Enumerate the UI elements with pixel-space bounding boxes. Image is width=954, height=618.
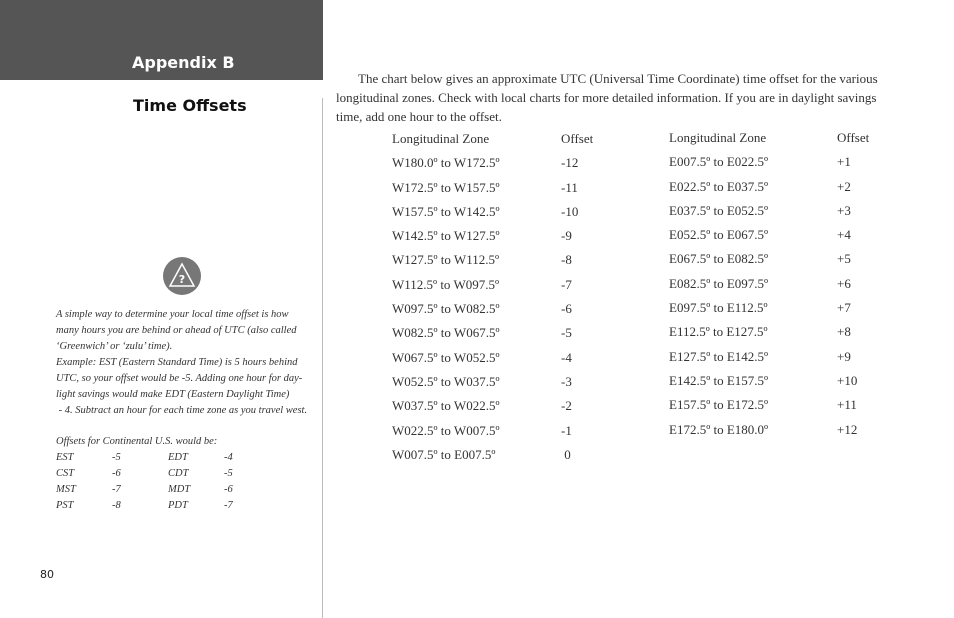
table-header-row bbox=[669, 130, 889, 154]
west-offset-table bbox=[392, 131, 612, 471]
table-row bbox=[669, 349, 889, 373]
table-row bbox=[392, 325, 612, 349]
offset-cell: -3 bbox=[561, 373, 572, 389]
table-row bbox=[669, 422, 889, 446]
table-row bbox=[669, 300, 889, 324]
offset-cell: -9 bbox=[561, 228, 572, 244]
help-icon bbox=[163, 257, 201, 295]
zone-cell: E007.5º to E022.5º bbox=[669, 154, 769, 170]
offset-cell: -10 bbox=[561, 203, 579, 219]
offset-cell: +2 bbox=[837, 178, 851, 194]
zone-cell: W172.5º to W157.5º bbox=[392, 179, 500, 195]
zone-cell: W157.5º to W142.5º bbox=[392, 203, 500, 219]
offset-cell: -11 bbox=[561, 179, 578, 195]
table-row bbox=[669, 179, 889, 203]
dst-zone: CDT bbox=[168, 468, 189, 479]
zone-cell: E172.5º to E180.0º bbox=[669, 421, 769, 437]
std-zone: PST bbox=[56, 500, 74, 511]
tip-line: - 4. Subtract an hour for each time zone as you travel west. bbox=[56, 405, 308, 416]
tip-line: A simple way to determine your local time offset is how bbox=[56, 309, 289, 320]
offset-cell: -6 bbox=[561, 301, 572, 317]
offset-cell: -5 bbox=[561, 325, 572, 341]
zone-header: Longitudinal Zone bbox=[669, 130, 767, 145]
zone-cell: E082.5º to E097.5º bbox=[669, 275, 769, 291]
table-row bbox=[392, 398, 612, 422]
us-offset-row bbox=[56, 482, 256, 498]
intro-paragraph: The chart below gives an approximate UTC (Universal Time Coordinate) time offset for the various longitudinal zones. Check with local charts for more detailed information. If you are in daylight savings time, add one hour to the offset. bbox=[336, 71, 878, 124]
tip-line: ‘Greenwich’ or ‘zulu’ time). bbox=[56, 341, 173, 352]
std-zone: MST bbox=[56, 484, 76, 495]
zone-cell: E037.5º to E052.5º bbox=[669, 202, 769, 218]
dst-offset: -4 bbox=[224, 452, 233, 463]
zone-cell: W022.5º to W007.5º bbox=[392, 422, 500, 438]
offset-header: Offset bbox=[837, 130, 870, 145]
offset-cell: -1 bbox=[561, 422, 572, 438]
zone-cell: W007.5º to E007.5º bbox=[392, 446, 496, 462]
table-row bbox=[669, 373, 889, 397]
table-row bbox=[392, 252, 612, 276]
zone-cell: E142.5º to E157.5º bbox=[669, 372, 769, 388]
offset-cell: +7 bbox=[837, 300, 851, 316]
column-divider bbox=[322, 98, 323, 618]
appendix-label: Appendix B bbox=[132, 53, 235, 72]
offset-cell: +12 bbox=[837, 421, 858, 437]
us-offsets-title: Offsets for Continental U.S. would be: bbox=[56, 436, 218, 447]
table-row bbox=[669, 276, 889, 300]
offset-cell: +11 bbox=[837, 397, 857, 413]
table-row bbox=[392, 301, 612, 325]
zone-header: Longitudinal Zone bbox=[392, 131, 490, 146]
us-offsets-table bbox=[56, 450, 256, 514]
offset-cell: +3 bbox=[837, 202, 851, 218]
zone-cell: W037.5º to W022.5º bbox=[392, 398, 500, 414]
table-row bbox=[392, 447, 612, 471]
offset-cell: -4 bbox=[561, 349, 572, 365]
tip-line: UTC, so your offset would be -5. Adding one hour for day- bbox=[56, 373, 303, 384]
table-row bbox=[392, 228, 612, 252]
east-offset-table bbox=[669, 130, 889, 446]
zone-cell: W052.5º to W037.5º bbox=[392, 373, 500, 389]
std-offset: -7 bbox=[112, 484, 121, 495]
offset-cell: +6 bbox=[837, 275, 851, 291]
offset-cell: -8 bbox=[561, 252, 572, 268]
offset-cell: 0 bbox=[561, 446, 571, 462]
table-header-row bbox=[392, 131, 612, 155]
page-number: 80 bbox=[40, 568, 54, 581]
dst-offset: -6 bbox=[224, 484, 233, 495]
zone-cell: W097.5º to W082.5º bbox=[392, 301, 500, 317]
offset-cell: -2 bbox=[561, 398, 572, 414]
table-row bbox=[392, 374, 612, 398]
offset-cell: +1 bbox=[837, 154, 851, 170]
table-row bbox=[392, 350, 612, 374]
std-zone: EST bbox=[56, 452, 74, 463]
table-row bbox=[669, 324, 889, 348]
section-title: Time Offsets bbox=[133, 96, 247, 115]
us-offset-row bbox=[56, 498, 256, 514]
dst-zone: EDT bbox=[168, 452, 188, 463]
dst-offset: -5 bbox=[224, 468, 233, 479]
table-row bbox=[669, 203, 889, 227]
offset-cell: +9 bbox=[837, 348, 851, 364]
zone-cell: E127.5º to E142.5º bbox=[669, 348, 769, 364]
table-row bbox=[669, 227, 889, 251]
zone-cell: W067.5º to W052.5º bbox=[392, 349, 500, 365]
offset-cell: +10 bbox=[837, 372, 858, 388]
offset-cell: +4 bbox=[837, 227, 851, 243]
zone-cell: W142.5º to W127.5º bbox=[392, 228, 500, 244]
zone-cell: E112.5º to E127.5º bbox=[669, 324, 768, 340]
offset-cell: -7 bbox=[561, 276, 572, 292]
std-offset: -8 bbox=[112, 500, 121, 511]
tip-line: Example: EST (Eastern Standard Time) is 5 hours behind bbox=[56, 357, 298, 368]
zone-cell: W082.5º to W067.5º bbox=[392, 325, 500, 341]
zone-cell: E052.5º to E067.5º bbox=[669, 227, 769, 243]
tip-note bbox=[56, 307, 314, 419]
us-offset-row bbox=[56, 450, 256, 466]
offset-cell: -12 bbox=[561, 155, 579, 171]
tip-line: light savings would make EDT (Eastern Daylight Time) bbox=[56, 389, 290, 400]
table-row bbox=[669, 397, 889, 421]
std-offset: -5 bbox=[112, 452, 121, 463]
zone-cell: E022.5º to E037.5º bbox=[669, 178, 769, 194]
table-row bbox=[392, 204, 612, 228]
help-icon-glyph: ? bbox=[178, 273, 186, 286]
dst-offset: -7 bbox=[224, 500, 233, 511]
table-row bbox=[392, 277, 612, 301]
zone-cell: W112.5º to W097.5º bbox=[392, 276, 499, 292]
zone-cell: E097.5º to E112.5º bbox=[669, 300, 768, 316]
offset-cell: +5 bbox=[837, 251, 851, 267]
table-row bbox=[392, 423, 612, 447]
zone-cell: W180.0º to W172.5º bbox=[392, 155, 500, 171]
offset-cell: +8 bbox=[837, 324, 851, 340]
tip-line: many hours you are behind or ahead of UTC (also called bbox=[56, 325, 297, 336]
zone-cell: E157.5º to E172.5º bbox=[669, 397, 769, 413]
std-zone: CST bbox=[56, 468, 75, 479]
table-row bbox=[392, 155, 612, 179]
table-row bbox=[669, 154, 889, 178]
table-row bbox=[669, 251, 889, 275]
zone-cell: W127.5º to W112.5º bbox=[392, 252, 499, 268]
table-row bbox=[392, 180, 612, 204]
dst-zone: MDT bbox=[168, 484, 191, 495]
dst-zone: PDT bbox=[168, 500, 188, 511]
zone-cell: E067.5º to E082.5º bbox=[669, 251, 769, 267]
std-offset: -6 bbox=[112, 468, 121, 479]
us-offset-row bbox=[56, 466, 256, 482]
offset-header: Offset bbox=[561, 131, 594, 146]
